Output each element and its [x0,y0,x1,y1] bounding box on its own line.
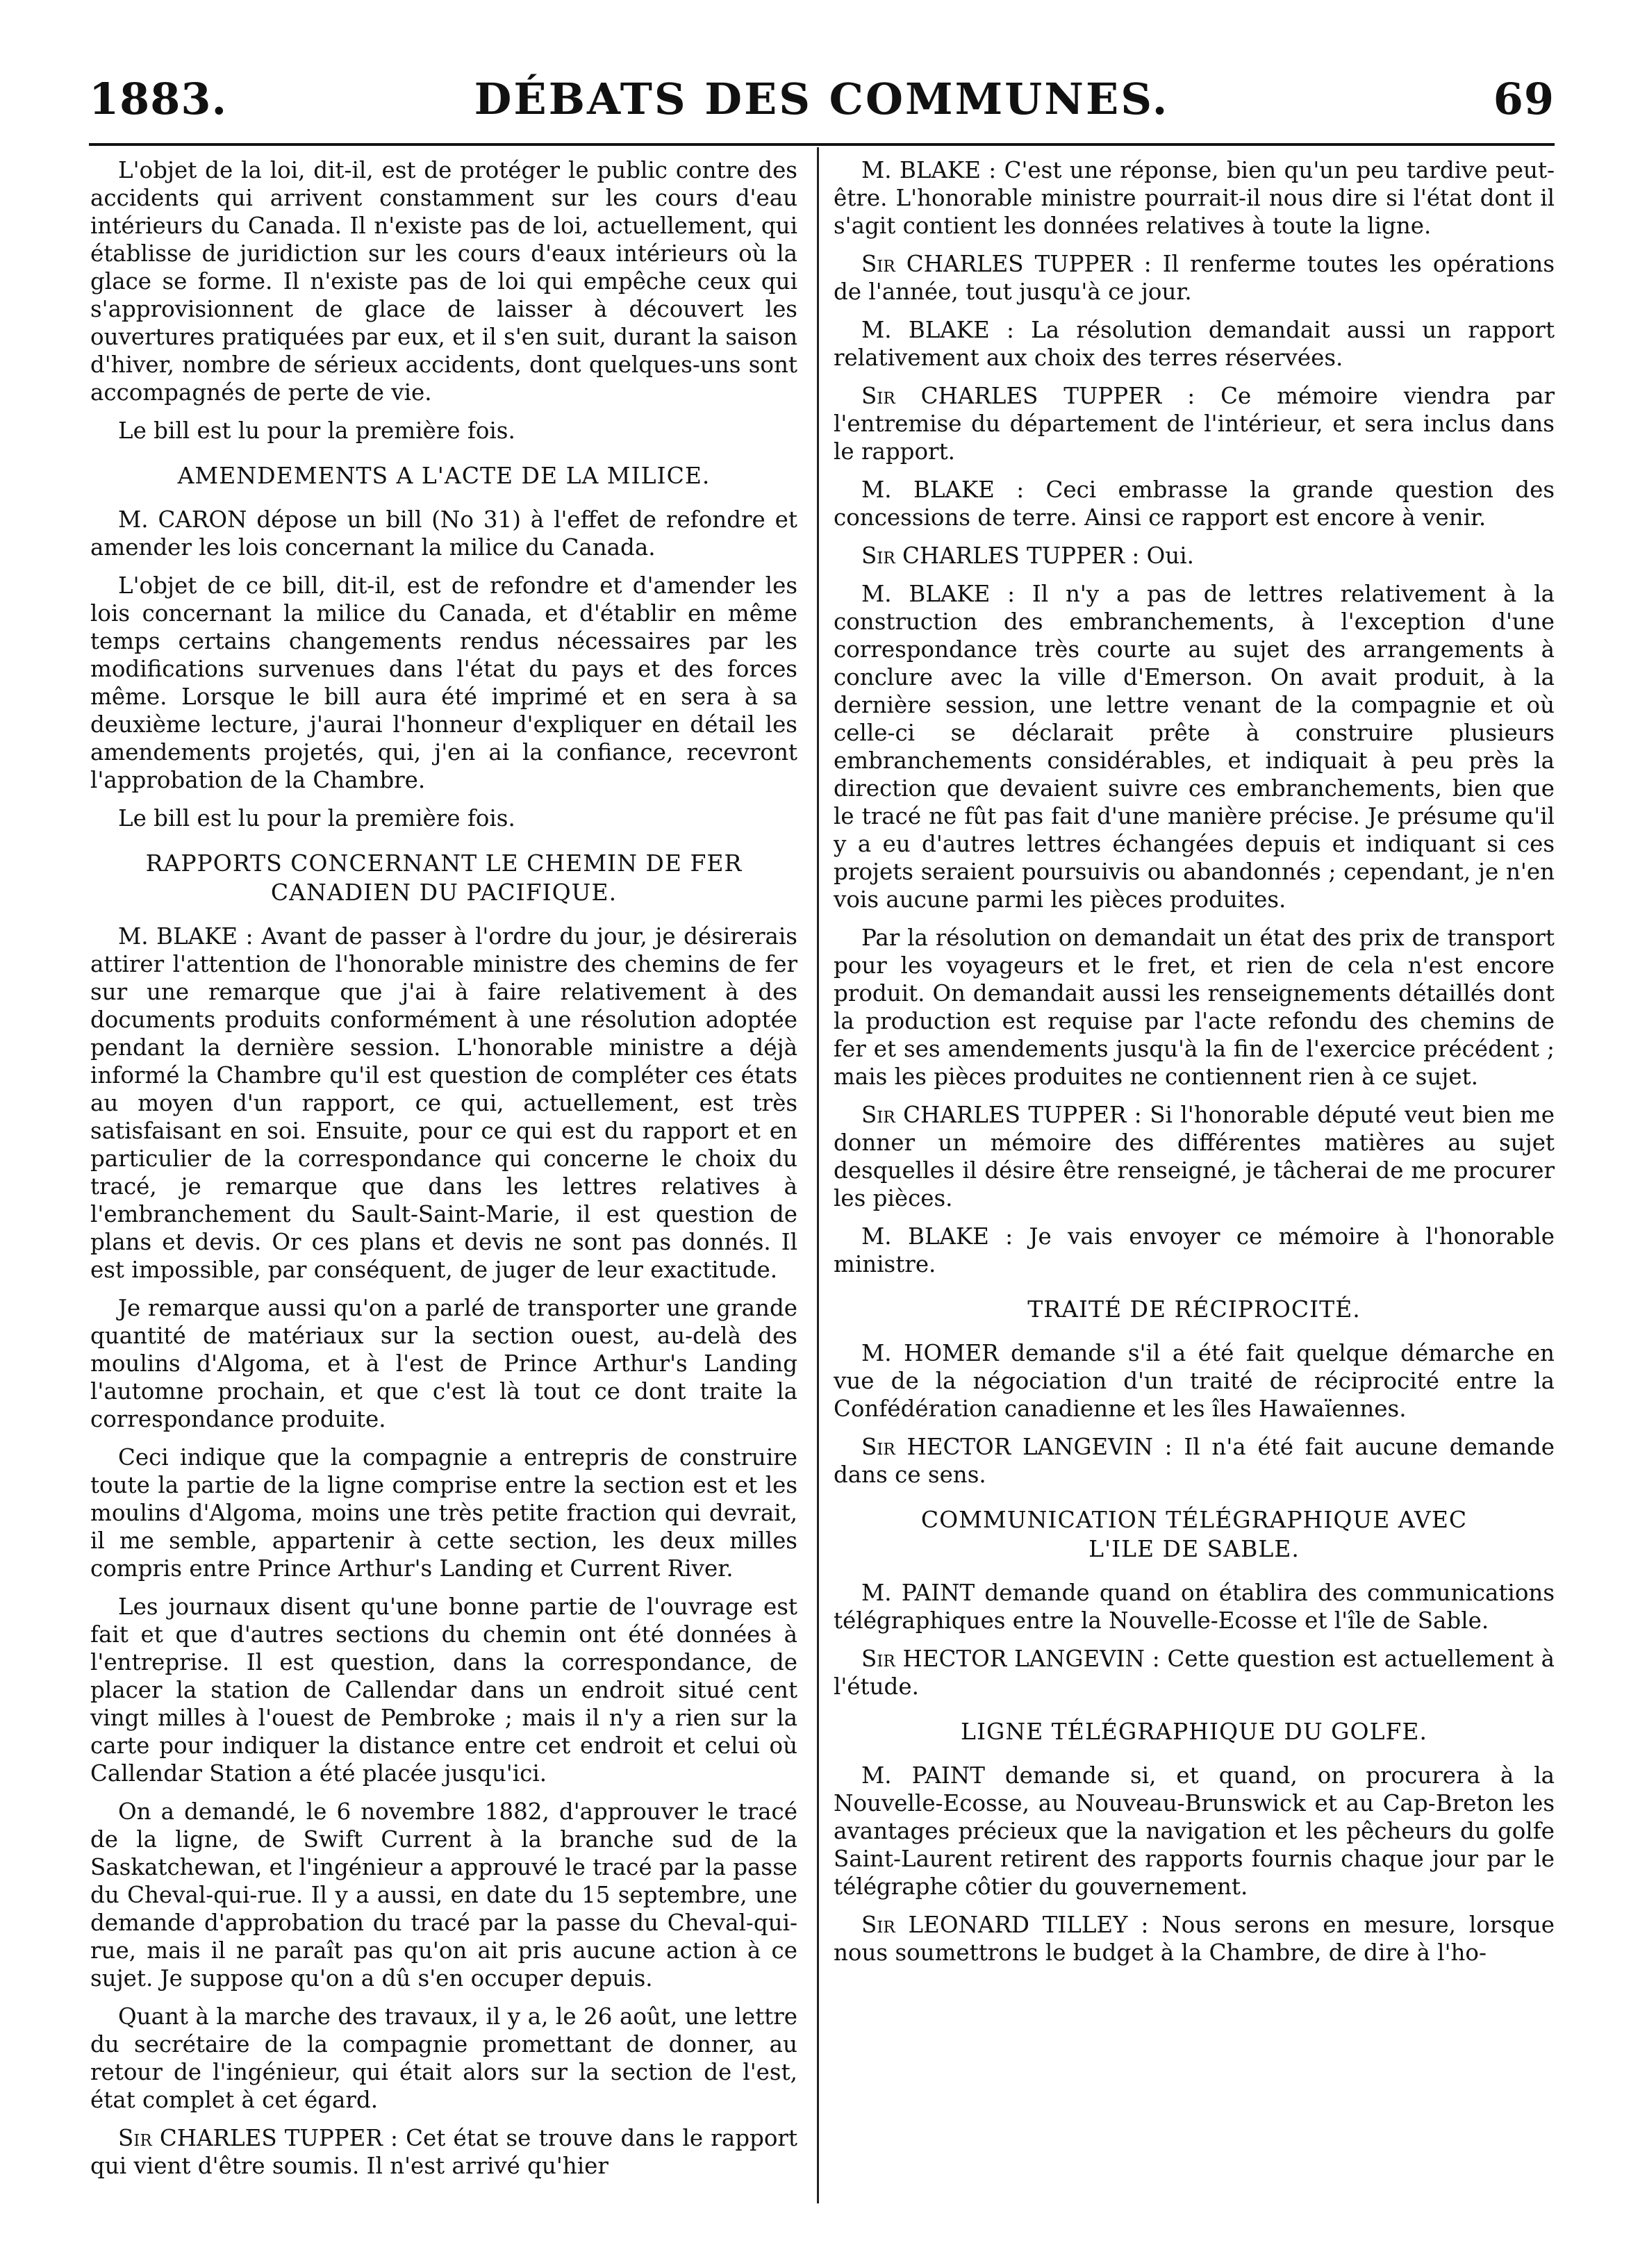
section-heading-line: COMMUNICATION TÉLÉGRAPHIQUE AVEC [920,1506,1468,1533]
paragraph [834,1101,1555,1212]
header-year: 1883. [89,74,228,124]
speaker-name: Sir CHARLES TUPPER : [861,543,1140,569]
speaker-name: Sir CHARLES TUPPER : [861,1102,1142,1128]
section-heading [90,849,797,907]
paragraph [834,1223,1555,1278]
section-heading [834,1505,1555,1564]
paragraph-text: Il n'y a pas de lettres relativement à la construction des embranchements, à l'exception d'une correspondance très courte au sujet des arrangements à conclure avec la ville d'Emerson. On avait produit, à la dernière session, une lettre venant de la compagnie et où celle-ci se déclarait prête à construire plusieurs embranchements considérables, et indiquait à peu près la direction que devaient suivre ces embranchements, bien que le tracé ne fût pas fait d'une manière précise. Je présume qu'il y a eu d'autres lettres échangées depuis et indiquant si ces projets seraient poursuivis ou abandonnés ; cependant, je n'en vois aucune parmi les pièces produites. [834,581,1555,913]
speaker-name: Sir LEONARD TILLEY : [861,1912,1149,1938]
paragraph [90,2124,797,2180]
paragraph [834,580,1555,913]
speaker-name: M. BLAKE : [861,477,1025,503]
paragraph [834,1762,1555,1901]
paragraph-text: Il n'a été fait aucune demande dans ce sens. [834,1434,1555,1488]
paragraph [834,316,1555,372]
speaker-name: Sir CHARLES TUPPER : [118,2125,398,2151]
section-heading-line: RAPPORTS CONCERNANT LE CHEMIN DE FER [145,850,743,877]
speaker-name: Sir CHARLES TUPPER : [861,383,1195,409]
speaker-name: M. BLAKE : [861,1223,1013,1250]
paragraph-text: dépose un bill (No 31) à l'effet de refondre et amender les lois concernant la milice du Canada. [90,506,797,561]
paragraph [834,1911,1555,1967]
paragraph [834,250,1555,306]
paragraph-text: C'est une réponse, bien qu'un peu tardive peut-être. L'honorable ministre pourrait-il nous dire si l'état dont il s'agit contient les données relatives à toute la ligne. [834,157,1555,239]
paragraph-text: La résolution demandait aussi un rapport relativement aux choix des terres réservées. [834,317,1555,371]
paragraph: Le bill est lu pour la première fois. [118,805,515,831]
paragraph-text: Nous serons en mesure, lorsque nous soumettrons le budget à la Chambre, de dire à l'ho- [834,1912,1555,1966]
speaker-name: M. BLAKE : [118,923,254,950]
paragraph [834,1579,1555,1634]
section-heading: LIGNE TÉLÉGRAPHIQUE DU GOLFE. [961,1718,1427,1745]
paragraph: Quant à la marche des travaux, il y a, le 26 août, une lettre du secrétaire de la compagnie promettant de donner, au retour de l'ingénieur, qui était alors sur la section de l'est, état complet à cet égard. [90,2003,797,2113]
speaker-name: Sir HECTOR LANGEVIN : [861,1434,1173,1460]
paragraph-text: Si l'honorable député veut bien me donner un mémoire des différentes matières au sujet desquelles il désire être renseigné, je tâcherai de me procurer les pièces. [834,1102,1555,1211]
speaker-name: Sir HECTOR LANGEVIN : [861,1646,1160,1672]
paragraph [834,1433,1555,1489]
paragraph: Ceci indique que la compagnie a entrepris de construire toute la partie de la ligne comprise entre la section est et les moulins d'Algoma, moins une très petite fraction qui devrait, il me semble, appartenir à cette section, les deux milles compris entre Prince Arthur's Landing et Current River. [90,1444,797,1582]
paragraph [834,1339,1555,1423]
paragraph [834,542,1555,570]
paragraph: On a demandé, le 6 novembre 1882, d'approuver le tracé de la ligne, de Swift Current à la branche sud de la Saskatchewan, et l'ingénieur a approuvé le tracé par la passe du Cheval-qui-rue. Il y a aussi, en date du 15 septembre, une demande d'approbation du tracé par la passe du Cheval-qui-rue, mais il ne paraît pas qu'on ait pris aucune action à ce sujet. Je suppose qu'on a dû s'en occuper depuis. [90,1798,797,1992]
paragraph-text: demande s'il a été fait quelque démarche en vue de la négociation d'un traité de réciprocité entre la Confédération canadienne et les îles Hawaïennes. [834,1340,1555,1422]
paragraph-text: Il renferme toutes les opérations de l'année, tout jusqu'à ce jour. [834,251,1555,305]
section-heading: AMENDEMENTS A L'ACTE DE LA MILICE. [177,462,711,489]
right-column [834,156,1555,2205]
paragraph: L'objet de la loi, dit-il, est de protéger le public contre des accidents qui arrivent constamment sur les cours d'eau intérieurs du Canada. Il n'existe pas de loi, actuellement, qui établisse de juridiction sur les cours d'eaux intérieurs où la glace se forme. Il n'existe pas de loi qui empêche ceux qui s'approvisionnent de glace de laisser à découvert les ouvertures pratiquées par eux, et il s'en suit, durant la saison d'hiver, nombre de sérieux accidents, dont quelques-uns sont accompagnés de perte de vie. [90,157,797,406]
left-column [90,156,797,2205]
speaker-name: M. PAINT [861,1580,975,1606]
paragraph: Les journaux disent qu'une bonne partie de l'ouvrage est fait et que d'autres sections du chemin ont été données à l'entreprise. Il est question, dans la correspondance, de placer la station de Callendar dans un endroit situé cent vingt milles à l'ouest de Pembroke ; mais il n'y a rien sur la carte pour indiquer la distance entre cet endroit et celui où Callendar Station a été placée jusqu'ici. [90,1594,797,1787]
paragraph-text: demande quand on établira des communications télégraphiques entre la Nouvelle-Ecosse et l'île de Sable. [834,1580,1555,1634]
paragraph-text: Avant de passer à l'ordre du jour, je désirerais attirer l'attention de l'honorable ministre des chemins de fer sur une remarque que j'ai à faire relativement à des documents produits conformément à une résolution adoptée pendant la dernière session. L'honorable ministre a déjà informé la Chambre qu'il est question de compléter ces états au moyen d'un rapport, ce qui, actuellement, est très satisfaisant en soi. Ensuite, pour ce qui est du rapport et en particulier de la correspondance qui concerne le choix du tracé, je remarque que dans les lettres relatives à l'embranchement du Sault-Saint-Marie, il est question de plans et devis. Or ces plans et devis ne sont pas donnés. Il est impossible, par conséquent, de juger de leur exactitude. [90,923,797,1283]
paragraph-text: Je vais envoyer ce mémoire à l'honorable ministre. [834,1223,1555,1277]
paragraph [834,1645,1555,1700]
paragraph: Je remarque aussi qu'on a parlé de transporter une grande quantité de matériaux sur la section ouest, au-delà des moulins d'Algoma, et à l'est de Prince Arthur's Landing l'automne prochain, et que c'est là tout ce dont traite la correspondance produite. [90,1295,797,1432]
speaker-name: M. CARON [118,506,247,533]
column-divider [817,147,819,2203]
paragraph: Par la résolution on demandait un état des prix de transport pour les voyageurs et le fret, et rien de cela n'est encore produit. On demandait aussi les renseignements détaillés dont la production est requise par l'acte refondu des chemins de fer et ses amendements jusqu'à la fin de l'exercice précédent ; mais les pièces produites ne contiennent rien à ce sujet. [834,925,1555,1090]
paragraph-text: demande si, et quand, on procurera à la Nouvelle-Ecosse, au Nouveau-Brunswick et au Cap-Breton les avantages précieux que la navigation et les pêcheurs du golfe Saint-Laurent retirent des rapports fournis chaque jour par le télégraphe côtier du gouvernement. [834,1762,1555,1900]
section-heading-line: CANADIEN DU PACIFIQUE. [270,879,618,906]
paragraph: Le bill est lu pour la première fois. [118,417,515,444]
paragraph-text: Oui. [1139,543,1194,569]
header-rule [89,143,1555,146]
speaker-name: M. PAINT [861,1762,985,1789]
section-heading: TRAITÉ DE RÉCIPROCITÉ. [1027,1296,1361,1323]
paragraph [834,156,1555,240]
speaker-name: M. HOMER [861,1340,999,1366]
header-page-number: 69 [1493,74,1555,124]
speaker-name: Sir CHARLES TUPPER : [861,251,1152,277]
paragraph [834,382,1555,465]
page-header [89,67,1555,150]
paragraph-text: Cet état se trouve dans le rapport qui vient d'être soumis. Il n'est arrivé qu'hier [90,2125,797,2179]
paragraph [90,506,797,561]
speaker-name: M. BLAKE : [861,581,1016,607]
paragraph [834,476,1555,531]
paragraph-text: Ce mémoire viendra par l'entremise du département de l'intérieur, et sera inclus dans le rapport. [834,383,1555,465]
paragraph [90,922,797,1284]
paragraph-text: Cette question est actuellement à l'étude. [834,1646,1555,1700]
header-title: DÉBATS DES COMMUNES. [474,74,1170,124]
speaker-name: M. BLAKE : [861,157,997,183]
paragraph: L'objet de ce bill, dit-il, est de refondre et d'amender les lois concernant la milice du Canada, et d'établir en même temps certains changements rendus nécessaires par les modifications survenues dans l'état du pays et des forces même. Lorsque le bill aura été imprimé et en sera à sa deuxième lecture, j'aurai l'honneur d'expliquer en détail les amendements projetés, qui, j'en ai la confiance, recevront l'approbation de la Chambre. [90,572,797,793]
section-heading-line: L'ILE DE SABLE. [1088,1535,1300,1562]
speaker-name: M. BLAKE : [861,317,1014,343]
paragraph-text: Ceci embrasse la grande question des concessions de terre. Ainsi ce rapport est encore à venir. [834,477,1555,531]
